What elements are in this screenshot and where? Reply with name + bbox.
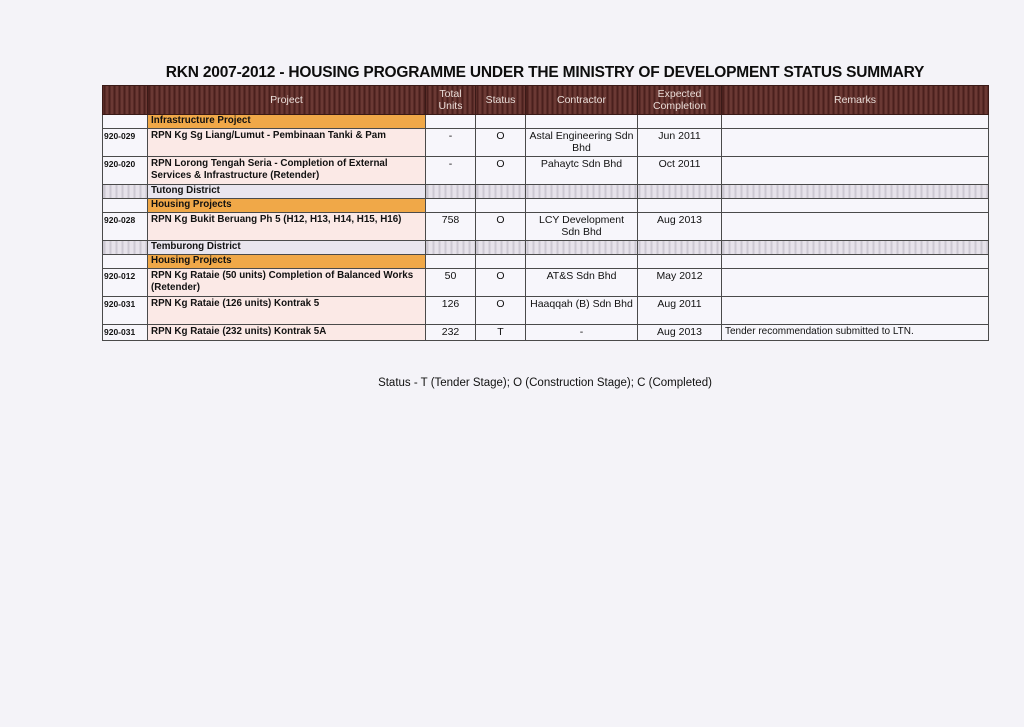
cell-contractor: LCY Development Sdn Bhd — [526, 213, 638, 241]
cell-project: RPN Lorong Tengah Seria - Completion of External Services & Infrastructure (Retender) — [148, 157, 426, 185]
cell-code: 920-029 — [103, 129, 148, 157]
header-total-units: Total Units — [426, 86, 476, 115]
cell-contractor: - — [526, 325, 638, 341]
district-row-tutong — [103, 185, 989, 199]
table-row — [103, 269, 989, 297]
cell-code: 920-012 — [103, 269, 148, 297]
cell-code — [103, 255, 148, 269]
header-contractor: Contractor — [526, 86, 638, 115]
cell-code: 920-028 — [103, 213, 148, 241]
section-row-housing — [103, 255, 989, 269]
section-row-infrastructure — [103, 115, 989, 129]
cell-units: 126 — [426, 297, 476, 325]
cell-contractor: Haaqqah (B) Sdn Bhd — [526, 297, 638, 325]
cell-expected: May 2012 — [638, 269, 722, 297]
cell-status: T — [476, 325, 526, 341]
header-remarks: Remarks — [722, 86, 989, 115]
table-row — [103, 129, 989, 157]
cell-code: 920-031 — [103, 297, 148, 325]
cell-contractor: AT&S Sdn Bhd — [526, 269, 638, 297]
cell-expected: Aug 2013 — [638, 213, 722, 241]
district-row-temburong — [103, 241, 989, 255]
cell-status: O — [476, 297, 526, 325]
header-project: Project — [148, 86, 426, 115]
cell-remarks — [722, 157, 989, 185]
cell-project: RPN Kg Rataie (232 units) Kontrak 5A — [148, 325, 426, 341]
cell-contractor: Pahaytc Sdn Bhd — [526, 157, 638, 185]
cell-project: RPN Kg Bukit Beruang Ph 5 (H12, H13, H14, H15, H16) — [148, 213, 426, 241]
cell-status: O — [476, 129, 526, 157]
cell-status: O — [476, 213, 526, 241]
cell-code — [103, 199, 148, 213]
cell-units: - — [426, 157, 476, 185]
status-summary-table — [102, 85, 989, 341]
header-expected-completion: Expected Completion — [638, 86, 722, 115]
cell-remarks: Tender recommendation submitted to LTN. — [722, 325, 989, 341]
cell-expected: Oct 2011 — [638, 157, 722, 185]
cell-expected: Aug 2011 — [638, 297, 722, 325]
table-header-row — [103, 86, 989, 115]
cell-code — [103, 115, 148, 129]
cell-code: 920-031 — [103, 325, 148, 341]
header-code — [103, 86, 148, 115]
table-row — [103, 297, 989, 325]
cell-remarks — [722, 297, 989, 325]
status-legend-footnote: Status - T (Tender Stage); O (Construction Stage); C (Completed) — [378, 377, 712, 389]
cell-units: 758 — [426, 213, 476, 241]
table-row — [103, 325, 989, 341]
cell-units: 50 — [426, 269, 476, 297]
table-row — [103, 213, 989, 241]
page-title: RKN 2007-2012 - HOUSING PROGRAMME UNDER THE MINISTRY OF DEVELOPMENT STATUS SUMMARY — [165, 64, 925, 81]
cell-remarks — [722, 269, 989, 297]
cell-units: - — [426, 129, 476, 157]
table-row — [103, 157, 989, 185]
cell-code — [103, 185, 148, 199]
district-label: Tutong District — [148, 185, 426, 199]
cell-project: RPN Kg Sg Liang/Lumut - Pembinaan Tanki & Pam — [148, 129, 426, 157]
header-status: Status — [476, 86, 526, 115]
cell-status: O — [476, 157, 526, 185]
cell-expected: Jun 2011 — [638, 129, 722, 157]
cell-code: 920-020 — [103, 157, 148, 185]
district-label: Temburong District — [148, 241, 426, 255]
cell-code — [103, 241, 148, 255]
cell-remarks — [722, 129, 989, 157]
cell-expected: Aug 2013 — [638, 325, 722, 341]
section-label: Housing Projects — [148, 199, 426, 213]
cell-status: O — [476, 269, 526, 297]
section-row-housing — [103, 199, 989, 213]
cell-project: RPN Kg Rataie (50 units) Completion of Balanced Works (Retender) — [148, 269, 426, 297]
cell-units: 232 — [426, 325, 476, 341]
section-label: Housing Projects — [148, 255, 426, 269]
cell-remarks — [722, 213, 989, 241]
cell-project: RPN Kg Rataie (126 units) Kontrak 5 — [148, 297, 426, 325]
section-label: Infrastructure Project — [148, 115, 426, 129]
cell-contractor: Astal Engineering Sdn Bhd — [526, 129, 638, 157]
